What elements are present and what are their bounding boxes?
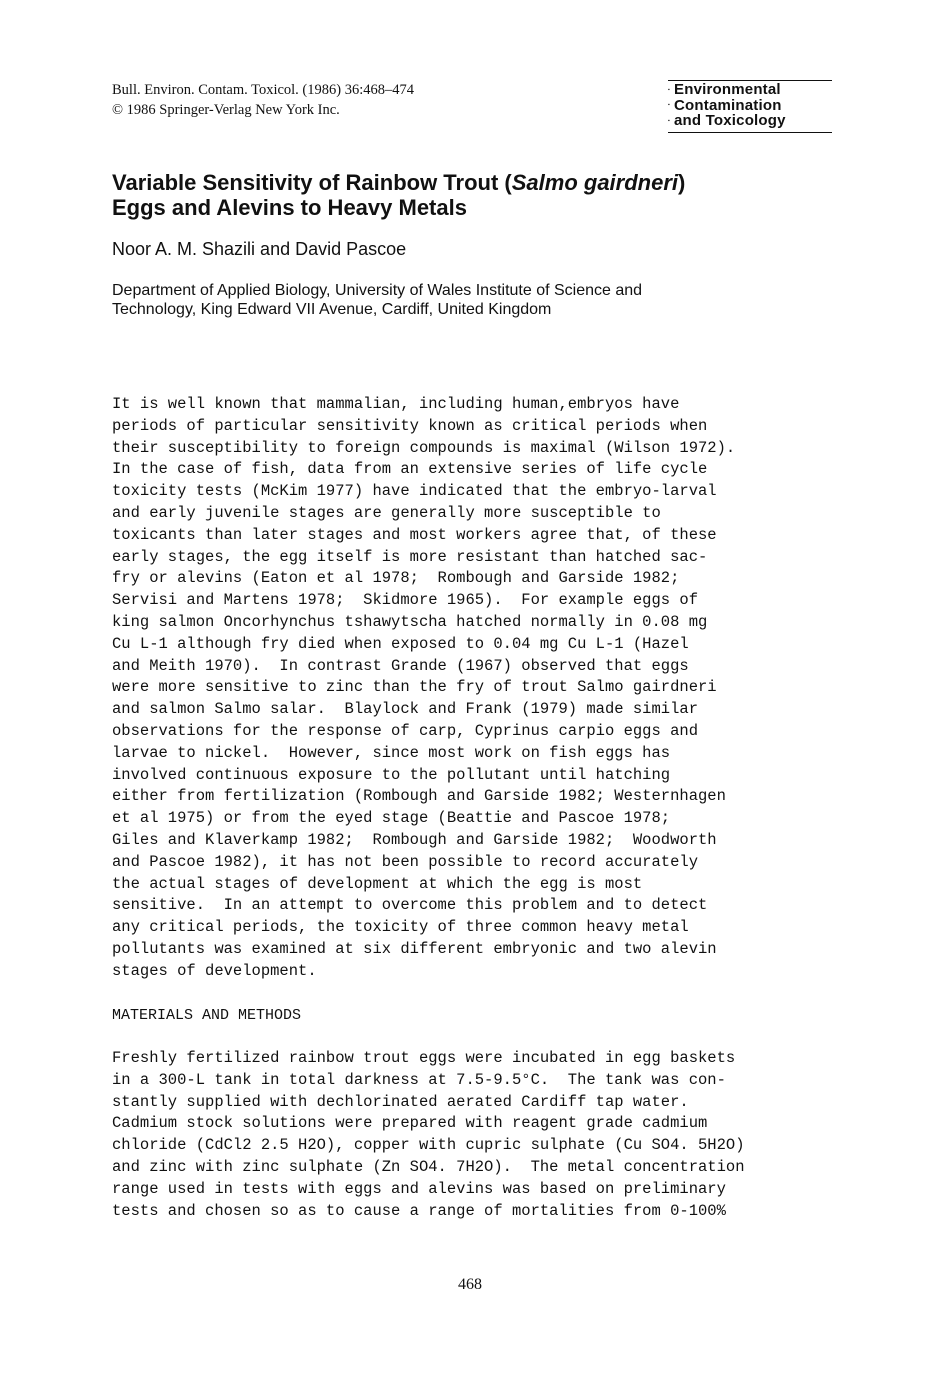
affiliation: Department of Applied Biology, University of Wales Institute of Science and Technology, King Edward VII Avenue, Cardiff, United Kingdom [112, 282, 643, 318]
logo-side-mark: ▪ [668, 86, 670, 93]
introduction-text: It is well known that mammalian, including human,embryos have periods of particular sensitivity known as critical periods when their susceptibility to foreign compounds is maximal (Wilson 1972). In the case of fish, data from an extensive series of life cycle toxicity tests (McKim 1977) have indicated that the embryo-larval and early juvenile stages are generally more susceptible to toxicants than later stages and most workers agree that, of these early stages, the egg itself is more resistant than hatched sac- fry or alevins (Eaton et al 1978; Rombough and Garside 1982; Servisi and Martens 1978; Skidmore 1965). For example eggs of king salmon Oncorhynchus tshawytscha hatched normally in 0.08 mg Cu L-1 although fry died when exposed to 0.04 mg Cu L-1 (Hazel and Meith 1970). In contrast Grande (1967) observed that eggs were more sensitive to zinc than the fry of trout Salmo gairdneri and salmon Salmo salar. Blaylock and Frank (1979) made similar observations for the response of carp, Cyprinus carpio eggs and larvae to nickel. However, since most work on fish eggs has involved continuous exposure to the pollutant until hatching either from fertilization (Rombough and Garside 1982; Westernhagen et al 1975) or from the eyed stage (Beattie and Pascoe 1978; Giles and Klaverkamp 1982; Rombough and Garside 1982; Woodworth and Pascoe 1982), it has not been possible to record accurately the actual stages of development at which the egg is most sensitive. In an attempt to overcome this problem and to detect any critical periods, the toxicity of three common heavy metal pollutants was examined at six different embryonic and two alevin stages of development. [112, 395, 736, 980]
journal-logo [668, 80, 832, 133]
section-heading-methods: MATERIALS AND METHODS [112, 1007, 302, 1024]
page-number: 468 [458, 1276, 482, 1293]
authors: Noor A. M. Shazili and David Pascoe [112, 239, 407, 259]
logo-line-2: ▪ Contamination [668, 96, 782, 114]
logo-bottom-rule [668, 132, 832, 133]
methods-text: Freshly fertilized rainbow trout eggs were incubated in egg baskets in a 300-L tank in total darkness at 7.5-9.5°C. The tank was con- stantly supplied with dechlorinated aerated Cardiff tap water. Cadmium stock solutions were prepared with reagent grade cadmium chloride (CdCl2 2.5 H2O), copper with cupric sulphate (Cu SO4. 5H2O) and zinc with zinc sulphate (Zn SO4. 7H2O). The metal concentration range used in tests with eggs and alevins was based on preliminary tests and chosen so as to cause a range of mortalities from 0-100% [112, 1049, 745, 1220]
citation: Bull. Environ. Contam. Toxicol. (1986) 36:468–474 [112, 82, 414, 98]
logo-line-3: ▪ and Toxicology [668, 112, 786, 130]
title-species: Salmo gairdneri [511, 170, 679, 195]
logo-line-1: ▪ Environmental [668, 81, 781, 98]
copyright: © 1986 Springer-Verlag New York Inc. [112, 102, 340, 118]
article-title: Variable Sensitivity of Rainbow Trout (Salmo gairdneri) Eggs and Alevins to Heavy Metals [112, 170, 686, 220]
citation-block [112, 80, 414, 120]
